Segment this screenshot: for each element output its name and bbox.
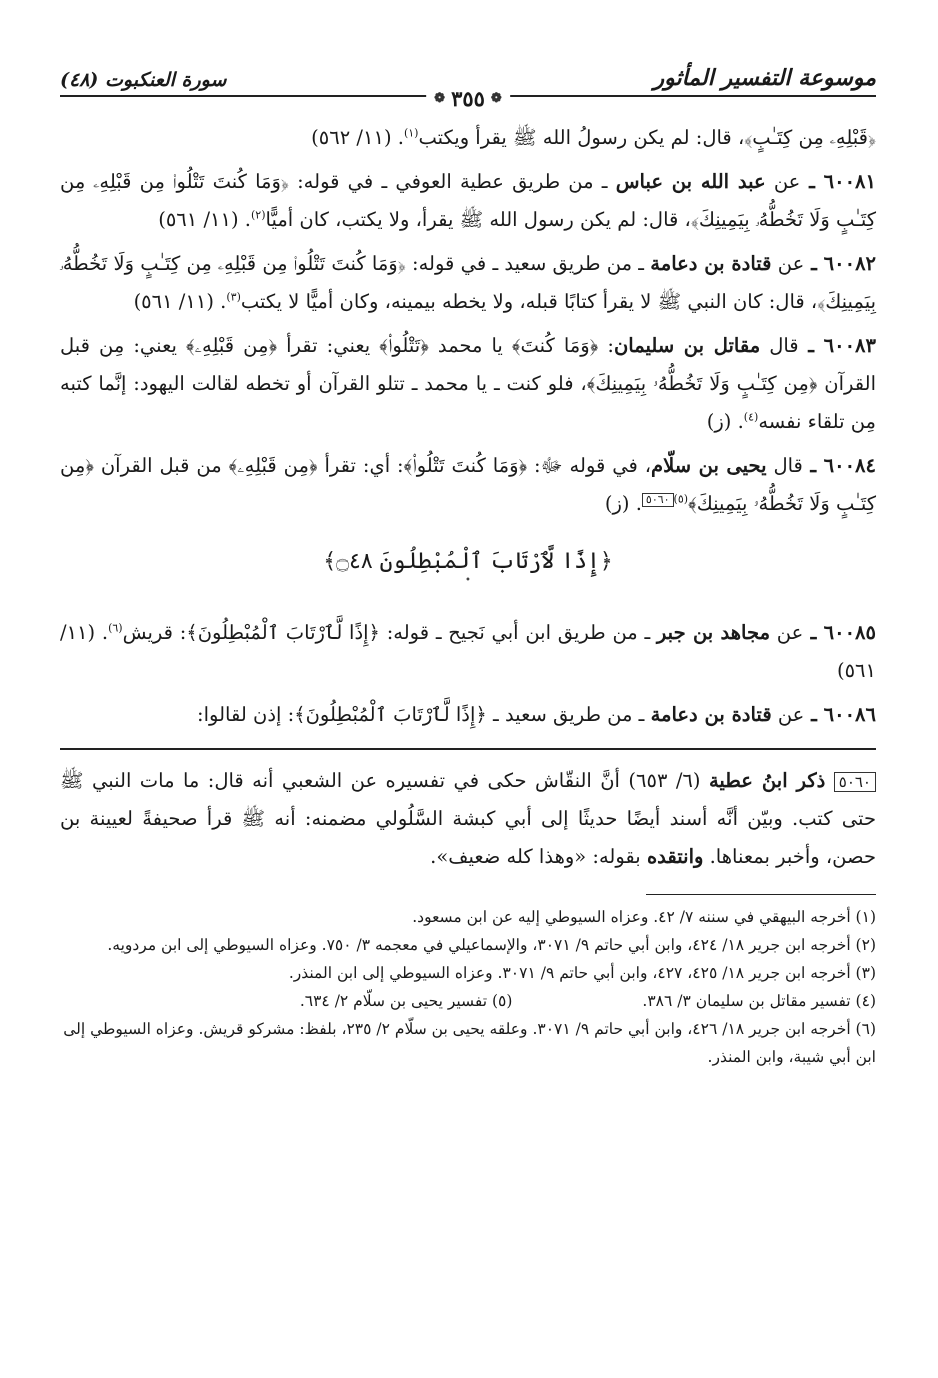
ayah-heading	[60, 549, 876, 584]
narration-text: عن	[770, 621, 804, 644]
narrator-name: عبد الله بن عباس	[615, 170, 766, 193]
editor-comment	[60, 762, 876, 876]
divider	[60, 748, 876, 750]
footnote-2: (٢) أخرجه ابن جرير ١٨/ ٤٢٤، وابن أبي حاتم ٩/ ٣٠٧١، والإسماعيلي في معجمه ٣/ ٧٥٠. وعزاه السيوطي إلى ابن مردويه.	[107, 936, 876, 954]
narrations-list	[60, 614, 876, 734]
narration-paragraph	[60, 119, 876, 157]
footnote-ref: (٢)	[251, 208, 266, 222]
narration-text: ، في قوله ﷻ: ﴿وَمَا كُنتَ تَتْلُوا۟﴾: أي: تقرأ ﴿مِن قَبْلِهِۦ﴾ من قبل القرآن ﴿مِن كِتَـٰبٍ وَلَا تَخُطُّهُۥ بِيَمِينِكَ﴾	[60, 454, 876, 515]
narration-text: قال	[760, 334, 799, 357]
narration-text: عن	[771, 252, 805, 275]
ornament-icon: ❁	[490, 91, 502, 106]
ornament-icon: ❁	[434, 91, 446, 106]
narration-number: ٦٠٠٨٢ ـ	[804, 252, 877, 275]
narration-paragraph	[60, 245, 876, 321]
footnote-1: (١) أخرجه البيهقي في سننه ٧/ ٤٢. وعزاه السيوطي إليه عن ابن مسعود.	[412, 908, 876, 926]
narration-text: . (١١/ ٥٦١)	[158, 208, 251, 231]
footnote-5: (٥) تفسير يحيى بن سلّام ٢/ ٦٣٤.	[299, 992, 513, 1010]
narration-paragraph	[60, 327, 876, 441]
narration-text: ـ من طريق سعيد ـ في قوله: ﴿وَمَا كُنتَ تَتْلُوا۟ مِن قَبْلِهِۦ مِن كِتَـٰبٍ وَلَا تَخُطُّهُۥ بِيَمِينِكَ﴾، قال: كان النبي ﷺ لا يقرأ كتابًا قبله، ولا يخطه بيمينه، وكان أميًّا لا يكتب	[60, 252, 876, 313]
surah-title: سورة العنكبوت (٤٨)	[60, 69, 227, 91]
footnote-4: (٤) تفسير مقاتل بن سليمان ٣/ ٣٨٦.	[642, 992, 876, 1010]
narration-text: ـ من طريق ابن أبي نَجيح ـ قوله: ﴿إِذًا لَّٱرْتَابَ ٱلْمُبْطِلُونَ﴾: قريش	[122, 621, 657, 644]
comment-text-end: بقوله: «وهذا كله ضعيف».	[430, 845, 647, 868]
narrator-name: قتادة بن دعامة	[650, 252, 772, 275]
narration-paragraph	[60, 163, 876, 239]
narrator-name: قتادة بن دعامة	[650, 703, 772, 726]
page-number: ٣٥٥	[451, 86, 485, 111]
narration-number: ٦٠٠٨٦ ـ	[804, 703, 876, 726]
footnote-pair	[60, 987, 876, 1015]
footnote-divider	[646, 894, 876, 895]
ayah-text: ﴿إِذًا لَّٱرْتَابَ ٱلْمُبْطِلُونَ ۝٤٨﴾	[323, 549, 613, 574]
narration-text: . (١١/ ٥٦٢)	[311, 126, 404, 149]
narration-text: ﴿قَبْلِهِۦ مِن كِتَـٰبٍ﴾، قال: لم يكن رسولُ الله ﷺ يقرأ ويكتب	[418, 126, 876, 149]
narration-text: . (ز)	[604, 492, 642, 515]
narration-number: ٦٠٠٨٣ ـ	[798, 334, 877, 357]
footnote-6: (٦) أخرجه ابن جرير ١٨/ ٤٢٦، وابن أبي حاتم ٩/ ٣٠٧١. وعلقه يحيى بن سلّام ٢/ ٢٣٥، بلفظ: مشركو قريش. وعزاه السيوطي إلى ابن أبي شيبة، وابن المنذر.	[63, 1020, 876, 1066]
narration-text: . (ز)	[706, 410, 744, 433]
comment-lead: ذكر ابنُ عطية	[708, 769, 826, 792]
narration-text: : ﴿وَمَا كُنتَ﴾ يا محمد ﴿تَتْلُوا۟﴾ يعني: تقرأ ﴿مِن قَبْلِهِۦ﴾ يعني: مِن قبل القرآن ﴿مِن كِتَـٰبٍ وَلَا تَخُطُّهُۥ بِيَمِينِكَ﴾، فلو كنت ـ يا محمد ـ تتلو القرآن أو تخطه لقالت اليهود: إنَّما كتبه مِن تلقاء نفسه	[60, 334, 876, 433]
narrator-name: مقاتل بن سليمان	[613, 334, 761, 357]
narrator-name: مجاهد بن جبر	[656, 621, 771, 644]
page-number-block	[426, 86, 510, 111]
footnote-3: (٣) أخرجه ابن جرير ١٨/ ٤٢٥، ٤٢٧، وابن أبي حاتم ٩/ ٣٠٧١. وعزاه السيوطي إلى ابن المنذر.	[288, 964, 876, 982]
narrations-list	[60, 119, 876, 523]
narration-text: قال	[766, 454, 803, 477]
narration-paragraph	[60, 447, 876, 523]
narration-paragraph	[60, 696, 876, 734]
running-header	[60, 55, 876, 111]
narrations-block-2	[60, 614, 876, 734]
comment-bold: وانتقده	[646, 845, 704, 868]
narration-number: ٦٠٠٨٥ ـ	[803, 621, 877, 644]
narration-text: عن	[765, 170, 801, 193]
footnote-ref: (٦)	[108, 621, 123, 635]
narration-number: ٦٠٠٨٤ ـ	[802, 454, 876, 477]
footnote-ref: (٣)	[226, 290, 241, 304]
narration-text: عن	[771, 703, 805, 726]
book-title: موسوعة التفسير المأثور	[653, 65, 876, 91]
comment-text: (٦/ ٦٥٣) أنَّ النقّاش حكى في تفسيره عن الشعبي أنه قال: ما مات النبي ﷺ حتى كتب. وبيّن أنَّه أسند أيضًا حديثًا إلى أبي كبشة السَّلُولي مضمنه: أنه ﷺ قرأ صحيفةً لعيينة بن حصن، وأخبر بمعناها.	[60, 769, 876, 868]
narration-text: . (١١/ ٥٦١)	[60, 621, 876, 682]
narration-text: . (١١/ ٥٦١)	[133, 290, 227, 313]
footnote-ref: (٥)	[673, 492, 689, 506]
footnotes	[60, 903, 876, 1071]
narrations-block-1	[60, 119, 876, 523]
narration-number: ٦٠٠٨١ ـ	[800, 170, 876, 193]
narration-text: ـ من طريق عطية العوفي ـ في قوله: ﴿وَمَا كُنتَ تَتْلُوا۟ مِن قَبْلِهِۦ مِن كِتَـٰبٍ وَلَا تَخُطُّهُۥ بِيَمِينِكَ﴾، قال: لم يكن رسول الله ﷺ يقرأ، ولا يكتب، كان أميًّا	[60, 170, 876, 231]
narration-paragraph	[60, 614, 876, 690]
ornament-dot: •	[465, 575, 471, 586]
narrator-name: يحيى بن سلّام	[651, 454, 767, 477]
footnote-ref: (٤)	[743, 410, 759, 424]
comment-number-box: ٥٠٦٠	[834, 772, 876, 792]
narration-text: ـ من طريق سعيد ـ ﴿إِذًا لَّٱرْتَابَ ٱلْمُبْطِلُونَ﴾: إذن لقالوا:	[197, 703, 651, 726]
comment-ref-box: ٥٠٦٠	[642, 493, 674, 507]
page	[60, 55, 876, 1071]
footnote-ref: (١)	[403, 126, 419, 140]
